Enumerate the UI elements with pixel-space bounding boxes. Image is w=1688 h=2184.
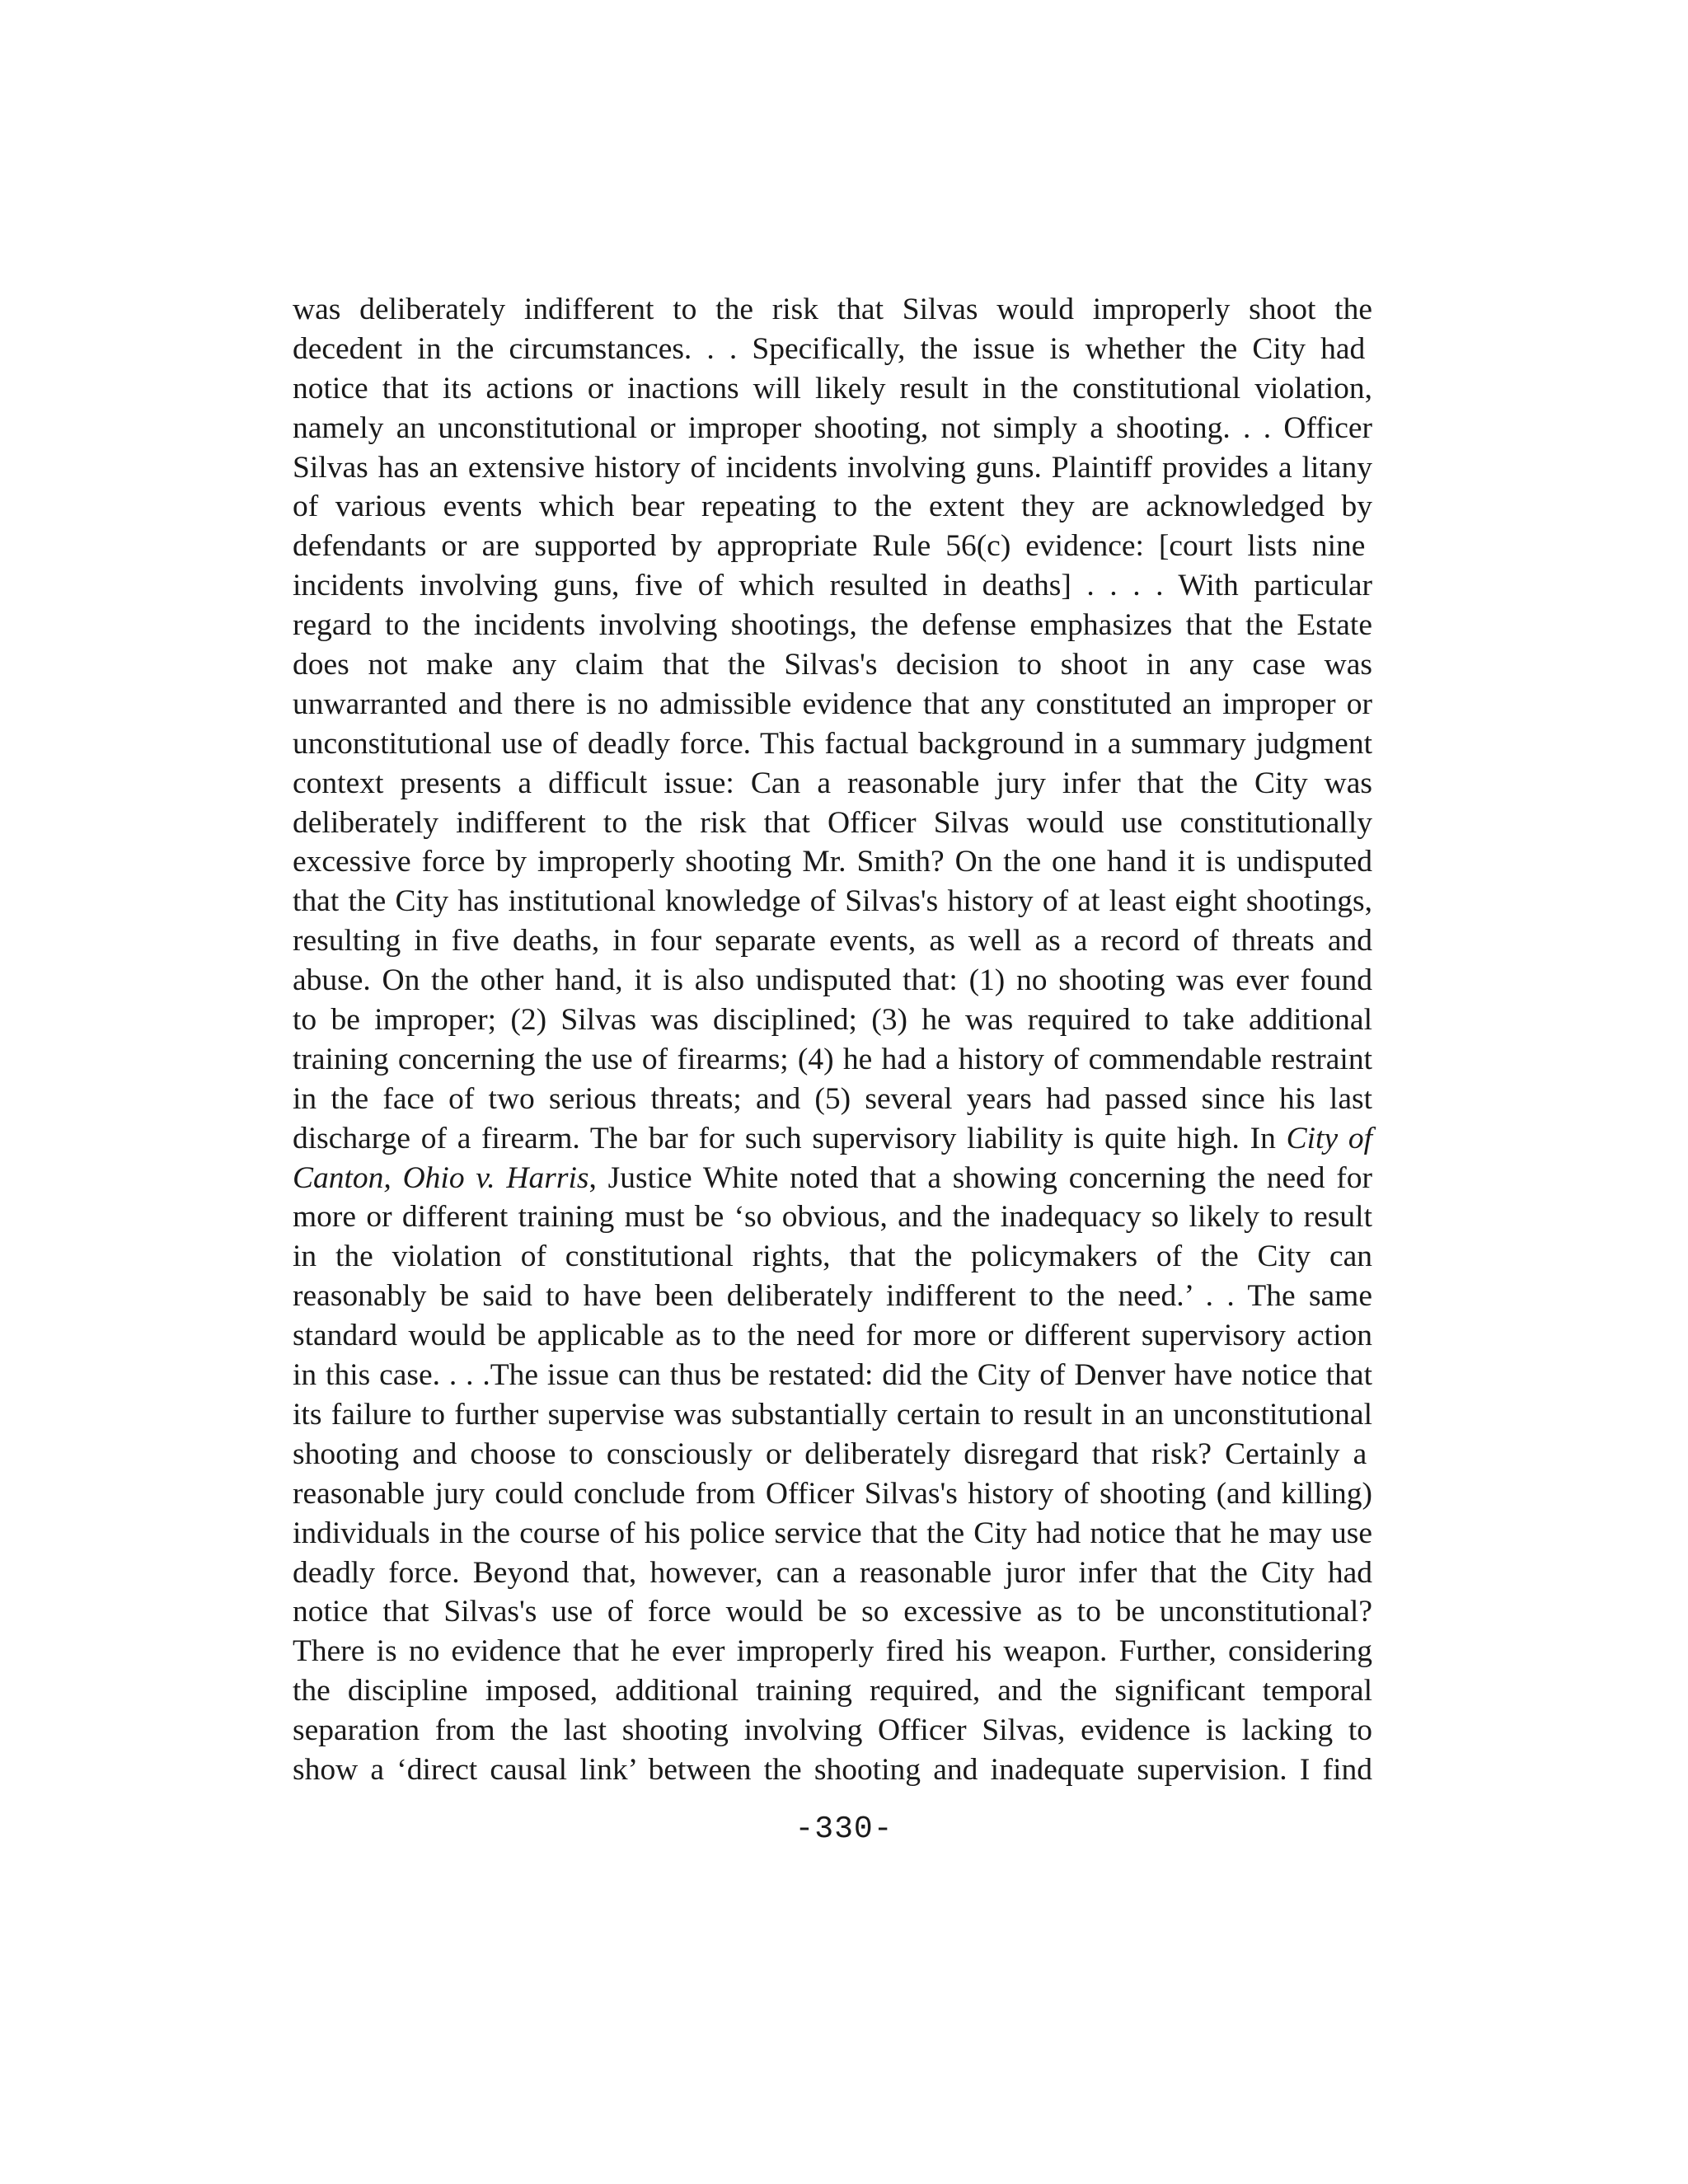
text-run: resulting in five deaths, in four separate events, as well as a record of threats and <box>293 924 1372 958</box>
text-line <box>293 1040 1372 1080</box>
text-line <box>293 645 1372 685</box>
case-citation: Canton, Ohio v. Harris <box>293 1160 589 1195</box>
text-run: defendants or are supported by appropriate Rule 56(c) evidence: [court lists nine <box>293 529 1366 564</box>
text-line <box>293 1671 1372 1711</box>
text-run: in the face of two serious threats; and (5) several years had passed since his last <box>293 1081 1372 1116</box>
text-line <box>293 921 1372 961</box>
text-line <box>293 724 1372 764</box>
text-line <box>293 764 1372 804</box>
text-line <box>293 369 1372 409</box>
text-run: regard to the incidents involving shootings, the defense emphasizes that the Estate <box>293 608 1372 643</box>
text-line <box>293 961 1372 1001</box>
text-line <box>293 448 1372 488</box>
text-run: reasonably be said to have been deliberately indifferent to the need.’ . . The same <box>293 1279 1372 1314</box>
text-line <box>293 1632 1372 1671</box>
text-run: of various events which bear repeating to the extent they are acknowledged by <box>293 490 1372 524</box>
text-run: the discipline imposed, additional training required, and the significant temporal <box>293 1674 1372 1708</box>
text-line <box>293 409 1372 448</box>
page-number: -330- <box>795 1811 893 1847</box>
text-run: discharge of a firearm. The bar for such supervisory liability is quite high. In <box>293 1121 1287 1155</box>
text-run: to be improper; (2) Silvas was disciplined; (3) he was required to take additional <box>293 1003 1372 1038</box>
text-run: reasonable jury could conclude from Officer Silvas's history of shooting (and killing) <box>293 1476 1372 1511</box>
text-line <box>293 1592 1372 1632</box>
text-line <box>293 566 1372 606</box>
text-run: notice that Silvas's use of force would be so excessive as to be unconstitutional? <box>293 1595 1372 1629</box>
text-run: Silvas has an extensive history of incidents involving guns. Plaintiff provides a litany <box>293 450 1372 485</box>
text-run: show a ‘direct causal link’ between the shooting and inadequate supervision. I find <box>293 1752 1372 1787</box>
text-run: standard would be applicable as to the need for more or different supervisory action <box>293 1319 1372 1353</box>
text-line <box>293 290 1372 330</box>
text-line <box>293 527 1372 566</box>
text-run: its failure to further supervise was substantially certain to result in an unconstitutional <box>293 1397 1372 1432</box>
text-run: excessive force by improperly shooting Mr. Smith? On the one hand it is undisputed <box>293 845 1372 879</box>
text-run: was deliberately indifferent to the risk that Silvas would improperly shoot the <box>293 293 1372 326</box>
text-line <box>293 1119 1372 1159</box>
text-line <box>293 1197 1372 1237</box>
text-line <box>293 1001 1372 1040</box>
text-line <box>293 1316 1372 1356</box>
case-citation: City of <box>1286 1121 1372 1155</box>
text-run: unconstitutional use of deadly force. This factual background in a summary judgment <box>293 726 1372 761</box>
text-line <box>293 1080 1372 1119</box>
text-run: training concerning the use of firearms; (4) he had a history of commendable restraint <box>293 1042 1372 1076</box>
text-line <box>293 1514 1372 1554</box>
text-line <box>293 330 1372 369</box>
text-run: more or different training must be ‘so obvious, and the inadequacy so likely to result <box>293 1200 1372 1235</box>
text-line <box>293 842 1372 882</box>
text-line <box>293 1711 1372 1750</box>
text-line <box>293 685 1372 724</box>
text-line <box>293 1554 1372 1593</box>
text-run: shooting and choose to consciously or deliberately disregard that risk? Certainly a <box>293 1436 1367 1471</box>
text-run: context presents a difficult issue: Can a reasonable jury infer that the City was <box>293 766 1372 800</box>
text-run: separation from the last shooting involving Officer Silvas, evidence is lacking to <box>293 1713 1372 1748</box>
text-run: in the violation of constitutional rights, that the policymakers of the City can <box>293 1240 1372 1274</box>
text-line <box>293 606 1372 645</box>
text-line <box>293 1237 1372 1277</box>
text-line <box>293 1474 1372 1514</box>
text-run: that the City has institutional knowledge of Silvas's history of at least eight shootings, <box>293 884 1372 919</box>
text-line <box>293 1435 1372 1474</box>
text-line <box>293 1356 1372 1395</box>
text-run: There is no evidence that he ever improperly fired his weapon. Further, considering <box>293 1634 1372 1669</box>
text-run: incidents involving guns, five of which resulted in deaths] . . . . With particular <box>293 569 1372 603</box>
body-paragraph <box>293 290 1372 1790</box>
text-line <box>293 1277 1372 1316</box>
text-run: deliberately indifferent to the risk that Officer Silvas would use constitutionally <box>293 805 1372 840</box>
text-line <box>293 804 1372 843</box>
text-run: notice that its actions or inactions will likely result in the constitutional violation, <box>293 371 1372 405</box>
text-line <box>293 1750 1372 1790</box>
text-run: deadly force. Beyond that, however, can a reasonable juror infer that the City had <box>293 1555 1372 1590</box>
text-run: in this case. . . .The issue can thus be restated: did the City of Denver have notice that <box>293 1358 1372 1393</box>
text-run: does not make any claim that the Silvas's decision to shoot in any case was <box>293 648 1372 682</box>
text-run: decedent in the circumstances. . . Specifically, the issue is whether the City had <box>293 331 1366 366</box>
text-run: namely an unconstitutional or improper shooting, not simply a shooting. . . Officer <box>293 410 1372 445</box>
text-line <box>293 1159 1372 1198</box>
text-line <box>293 1395 1372 1435</box>
text-run: abuse. On the other hand, it is also undisputed that: (1) no shooting was ever found <box>293 963 1372 998</box>
text-run: individuals in the course of his police service that the City had notice that he may use <box>293 1516 1372 1550</box>
text-line <box>293 882 1372 921</box>
text-line <box>293 487 1372 527</box>
text-run: unwarranted and there is no admissible evidence that any constituted an improper or <box>293 687 1372 721</box>
text-run: , Justice White noted that a showing concerning the need for <box>588 1160 1372 1195</box>
